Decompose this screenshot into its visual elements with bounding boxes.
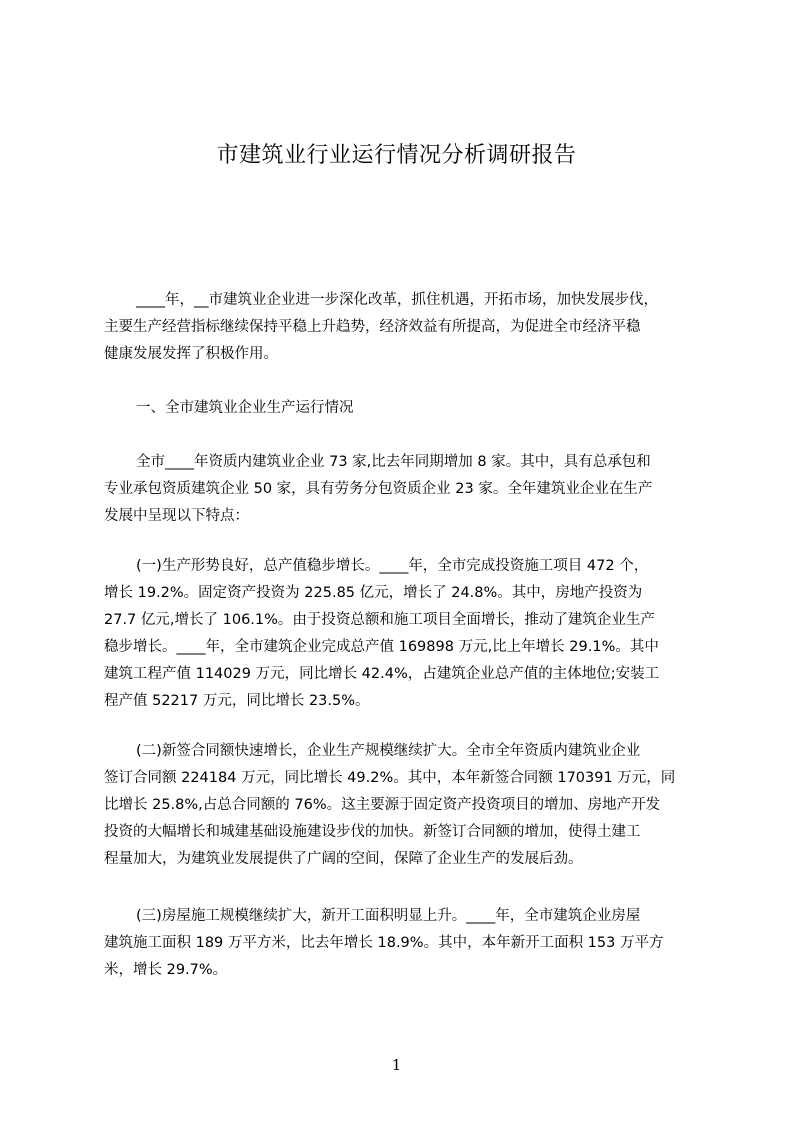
page-number: 1 — [391, 1056, 402, 1074]
paragraph-line: 签订合同额 224184 万元，同比增长 49.2%。其中，本年新签合同额 170391 万元，同 — [104, 770, 676, 786]
section-heading: 一、全市建筑业企业生产运行情况 — [136, 400, 354, 416]
paragraph-line: (二)新签合同额快速增长，企业生产规模继续扩大。全市全年资质内建筑业企业 — [136, 743, 641, 759]
paragraph-line: (三)房屋施工规模继续扩大，新开工面积明显上升。____年，全市建筑企业房屋 — [136, 908, 641, 924]
contract-growth-paragraph — [104, 738, 704, 873]
paragraph-line: 增长 19.2%。固定资产投资为 225.85 亿元，增长了 24.8%。其中，房地产投资为 — [104, 585, 643, 601]
construction-area-paragraph — [104, 903, 704, 984]
paragraph-line: 27.7 亿元,增长了 106.1%。由于投资总额和施工项目全面增长，推动了建筑企业生产 — [104, 612, 655, 628]
paragraph-line: 程产值 52217 万元，同比增长 23.5%。 — [104, 693, 370, 709]
paragraph-line: ____年，__市建筑业企业进一步深化改革，抓住机遇，开拓市场，加快发展步伐， — [136, 292, 658, 308]
paragraph-line: 投资的大幅增长和城建基础设施建设步伐的加快。新签订合同额的增加，使得土建工 — [104, 824, 641, 840]
paragraph-line: 稳步增长。____年，全市建筑企业完成总产值 169898 万元,比上年增长 29.1%。其中 — [104, 639, 659, 655]
paragraph-line: 全市____年资质内建筑业企业 73 家,比去年同期增加 8 家。其中，具有总承包和 — [136, 454, 651, 470]
paragraph-line: 米，增长 29.7%。 — [104, 962, 228, 978]
paragraph-line: (一)生产形势良好，总产值稳步增长。____年，全市完成投资施工项目 472 个， — [136, 558, 649, 574]
paragraph-line: 主要生产经营指标继续保持平稳上升趋势，经济效益有所提高，为促进全市经济平稳 — [104, 319, 641, 335]
enterprise-count-paragraph — [104, 449, 704, 530]
paragraph-line: 比增长 25.8%,占总合同额的 76%。这主要源于固定资产投资项目的增加、房地产开发 — [104, 797, 661, 813]
paragraph-line: 发展中呈现以下特点： — [104, 508, 249, 524]
intro-paragraph — [104, 287, 704, 368]
output-growth-paragraph — [104, 553, 704, 715]
document-title: 市建筑业行业运行情况分析调研报告 — [216, 143, 577, 168]
paragraph-line: 建筑施工面积 189 万平方米，比去年增长 18.9%。其中，本年新开工面积 153 万平方 — [104, 935, 664, 951]
paragraph-line: 建筑工程产值 114029 万元，同比增长 42.4%，占建筑企业总产值的主体地位;安装工 — [104, 666, 660, 682]
paragraph-line: 程量加大，为建筑业发展提供了广阔的空间，保障了企业生产的发展后劲。 — [104, 851, 583, 867]
paragraph-line: 健康发展发挥了积极作用。 — [104, 346, 278, 362]
paragraph-line: 专业承包资质建筑企业 50 家，具有劳务分包资质企业 23 家。全年建筑业企业在生产 — [104, 481, 653, 497]
